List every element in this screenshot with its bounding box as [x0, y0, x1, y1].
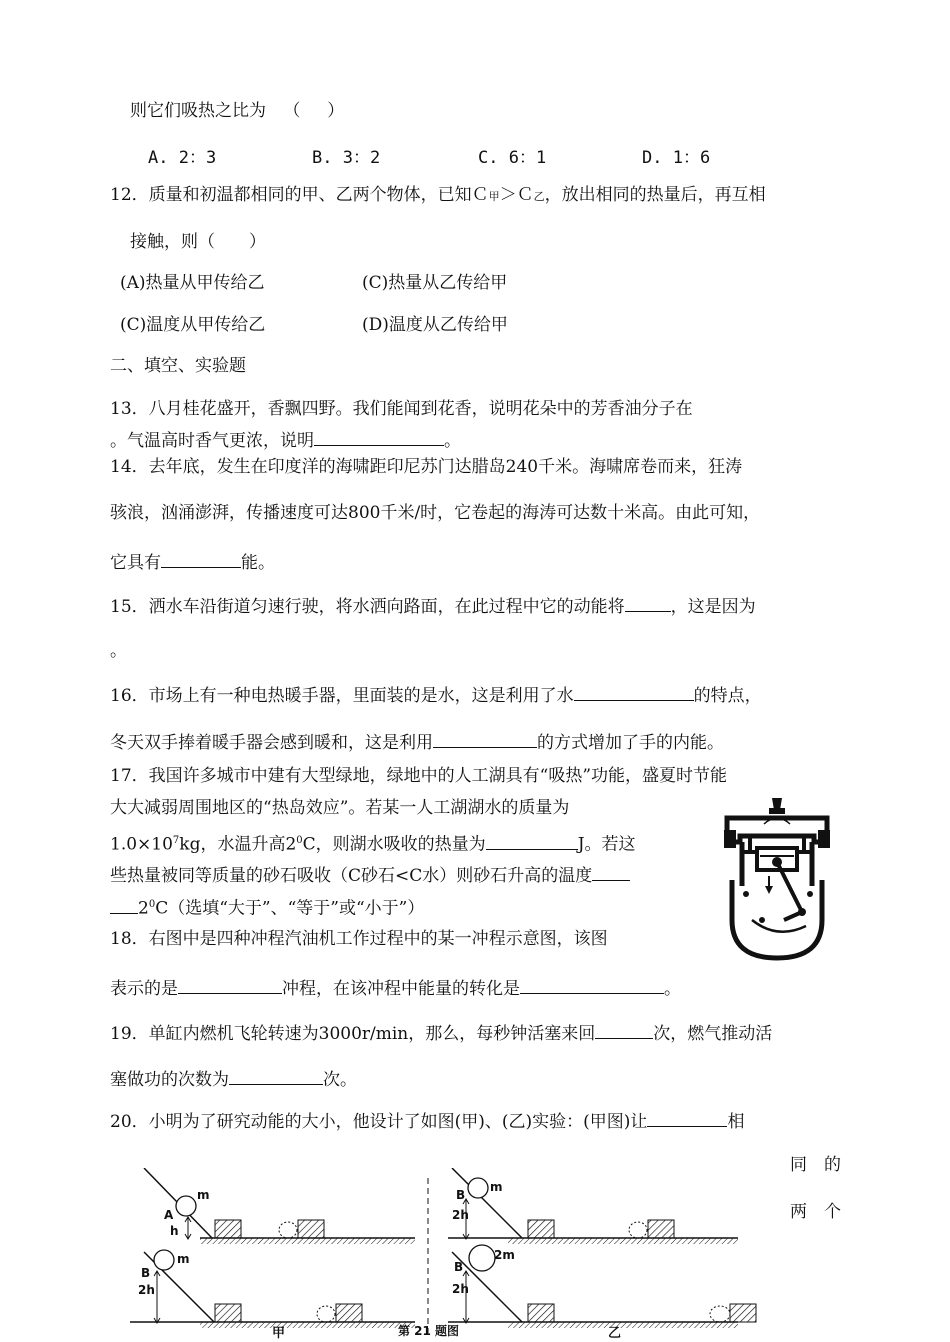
q11-option-a: A. 2：3	[148, 148, 217, 168]
q11-option-b: B. 3：2	[312, 148, 381, 168]
q20-line1: 20．小明为了研究动能的大小，他设计了如图(甲)、(乙)实验：(甲图)让 相	[110, 1108, 744, 1133]
q17-line2: 大大减弱周围地区的“热岛效应”。若某一人工湖湖水的质量为	[110, 798, 570, 818]
q19-blank-1[interactable]	[595, 1020, 653, 1039]
q18-line2: 表示的是 冲程，在该冲程中能量的转化是 。	[110, 975, 681, 1000]
q12-option-c2: (C)温度从甲传给乙	[120, 315, 266, 335]
q17-line3: $1.0\times 10^7kg$，水温升高$2^0C$，则湖水吸收的热量为 J。若这	[110, 830, 636, 856]
q15-line1: 15．洒水车沿街道匀速行驶，将水洒向路面，在此过程中它的动能将 ，这是因为	[110, 593, 756, 618]
fig-point-left-bottom: B	[141, 1266, 151, 1280]
q19-blank-2[interactable]	[229, 1066, 323, 1085]
q15-blank[interactable]	[625, 593, 671, 612]
fig-height-right-top: 2h	[452, 1208, 469, 1222]
q16-line1: 16．市场上有一种电热暖手器，里面装的是水，这是利用了水 的特点，	[110, 682, 762, 707]
q11-option-d: D. 1：6	[642, 148, 711, 168]
q17-line5: $2^0C$（选填“大于”、“等于”或“小于”）	[110, 894, 424, 920]
q17-line4: 些热量被同等质量的砂石吸收（C砂石<C水）则砂石升高的温度	[110, 862, 630, 887]
left-top-setup	[144, 1168, 415, 1244]
q18-blank-1[interactable]	[178, 975, 282, 994]
fig-point-right-top: B	[456, 1188, 466, 1202]
engine-diagram	[722, 790, 834, 962]
fig-height-left-bottom: 2h	[138, 1283, 155, 1297]
q14-line2: 骇浪，汹涌澎湃，传播速度可达800千米/时，它卷起的海涛可达数十米高。由此可知，	[110, 503, 761, 523]
q12-line2: 接触，则（ ）	[130, 232, 266, 252]
q11-stem: 则它们吸热之比为 （ ）	[130, 101, 345, 121]
fig-ball-right-bottom: 2m	[494, 1248, 515, 1262]
q20-line2: 同 的	[790, 1155, 841, 1175]
fig-height-left-top: h	[170, 1224, 179, 1238]
fig-point-right-bottom: B	[454, 1260, 464, 1274]
q16-line2: 冬天双手捧着暖手器会感到暖和，这是利用 的方式增加了手的内能。	[110, 729, 724, 754]
q18-line1: 18．右图中是四种冲程汽油机工作过程中的某一冲程示意图，该图	[110, 929, 608, 949]
q12-option-c1: (C)热量从乙传给甲	[362, 273, 508, 293]
fig-ball-right-top: m	[490, 1180, 503, 1194]
q17-blank-2a[interactable]	[592, 862, 630, 881]
fig-label-left: 甲	[272, 1326, 286, 1341]
q20-line3: 两 个	[790, 1202, 841, 1222]
q17-blank-2b[interactable]	[110, 895, 138, 914]
q16-blank-1[interactable]	[574, 682, 694, 701]
q16-blank-2[interactable]	[433, 729, 537, 748]
q13-line2: 。气温高时香气更浓，说明 。	[110, 427, 461, 452]
q12-option-a: (A)热量从甲传给乙	[120, 273, 265, 293]
fig-caption: 第 21 题图	[398, 1324, 460, 1338]
q18-blank-2[interactable]	[520, 975, 664, 994]
fig-ball-left-bottom: m	[177, 1252, 190, 1266]
q17-blank-1[interactable]	[486, 831, 578, 850]
fig-label-right: 乙	[608, 1326, 622, 1341]
q14-line1: 14．去年底，发生在印度洋的海啸距印尼苏门达腊岛240千米。海啸席卷而来，狂涛	[110, 457, 743, 477]
q20-blank[interactable]	[647, 1108, 727, 1127]
q19-line1: 19．单缸内燃机飞轮转速为3000r/min，那么，每秒钟活塞来回 次，燃气推动活	[110, 1020, 772, 1045]
fig-ball-left-top: m	[197, 1188, 210, 1202]
experiment-figure	[130, 1168, 780, 1338]
fig-point-left-top: A	[164, 1208, 174, 1222]
q14-line3: 它具有 能。	[110, 549, 275, 574]
q13-blank[interactable]	[314, 427, 444, 446]
q15-line2: 。	[110, 641, 127, 661]
left-bottom-setup	[130, 1250, 415, 1328]
fig-height-right-bottom: 2h	[452, 1282, 469, 1296]
q11-option-c: C. 6：1	[478, 148, 547, 168]
q14-blank[interactable]	[161, 549, 241, 568]
section-heading: 二、填空、实验题	[110, 356, 246, 376]
q13-line1: 13．八月桂花盛开，香飘四野。我们能闻到花香，说明花朵中的芳香油分子在	[110, 399, 693, 419]
q17-line1: 17．我国许多城市中建有大型绿地，绿地中的人工湖具有“吸热”功能，盛夏时节能	[110, 766, 728, 786]
q12-line1: 12．质量和初温都相同的甲、乙两个物体，已知Ｃ甲＞Ｃ乙，放出相同的热量后，再互相	[110, 185, 766, 205]
q19-line2: 塞做功的次数为 次。	[110, 1066, 357, 1091]
q12-option-d: (D)温度从乙传给甲	[362, 315, 508, 335]
